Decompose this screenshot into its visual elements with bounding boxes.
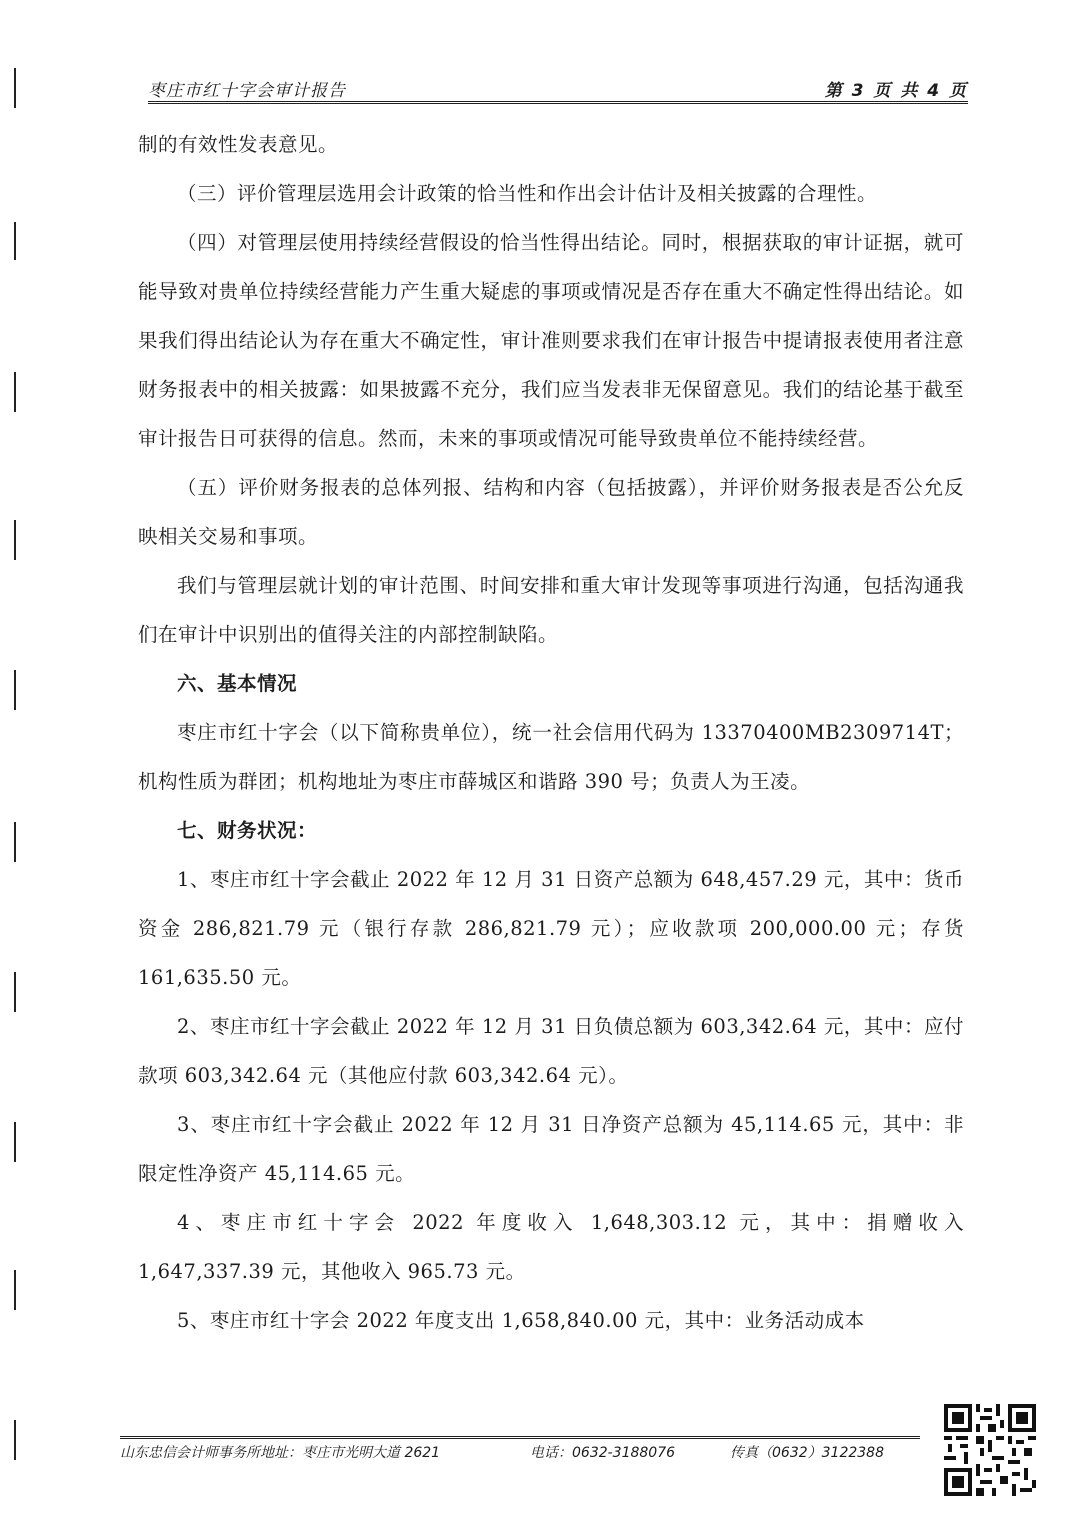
- binding-mark: [14, 68, 16, 108]
- paragraph: 制的有效性发表意见。: [138, 133, 339, 156]
- paragraph: 1、枣庄市红十字会截止 2022 年 12 月 31 日资产总额为 648,457.29 元，其中：货币资金 286,821.79 元（银行存款 286,821.79 元）；应收款项 200,000.00 元；存货 161,635.50 元。: [138, 868, 964, 989]
- binding-mark: [14, 1270, 16, 1310]
- report-body: [138, 120, 964, 1345]
- page-number: 第 3 页 共 4 页: [824, 81, 968, 101]
- paragraph: 枣庄市红十字会（以下简称贵单位），统一社会信用代码为 13370400MB2309714T；机构性质为群团；机构地址为枣庄市薛城区和谐路 390 号；负责人为王凌。: [138, 721, 964, 793]
- page-footer: [120, 1440, 920, 1466]
- binding-mark: [14, 822, 16, 862]
- binding-mark: [14, 1122, 16, 1162]
- paragraph: 我们与管理层就计划的审计范围、时间安排和重大审计发现等事项进行沟通，包括沟通我们在审计中识别出的值得关注的内部控制缺陷。: [138, 574, 964, 646]
- binding-mark: [14, 972, 16, 1012]
- paragraph: 3、枣庄市红十字会截止 2022 年 12 月 31 日净资产总额为 45,114.65 元，其中：非限定性净资产 45,114.65 元。: [138, 1113, 964, 1185]
- paragraph: （四）对管理层使用持续经营假设的恰当性得出结论。同时，根据获取的审计证据，就可能导致对贵单位持续经营能力产生重大疑虑的事项或情况是否存在重大不确定性得出结论。如果我们得出结论认为存在重大不确定性，审计准则要求我们在审计报告中提请报表使用者注意财务报表中的相关披露：如果披露不充分，我们应当发表非无保留意见。我们的结论基于截至审计报告日可获得的信息。然而，未来的事项或情况可能导致贵单位不能持续经营。: [138, 231, 964, 450]
- paragraph: 4、枣庄市红十字会 2022 年度收入 1,648,303.12 元，其中：捐赠收入 1,647,337.39 元，其他收入 965.73 元。: [138, 1211, 964, 1283]
- paragraph: 2、枣庄市红十字会截止 2022 年 12 月 31 日负债总额为 603,342.64 元，其中：应付款项 603,342.64 元（其他应付款 603,342.64 元）。: [138, 1015, 964, 1087]
- footer-divider: [120, 1436, 920, 1439]
- paragraph: （三）评价管理层选用会计政策的恰当性和作出会计估计及相关披露的合理性。: [177, 182, 878, 205]
- firm-fax: 传真（0632）3122388: [730, 1445, 884, 1461]
- report-title: 枣庄市红十字会审计报告: [148, 81, 346, 101]
- qr-code-icon: [944, 1404, 1036, 1496]
- paragraph: 5、枣庄市红十字会 2022 年度支出 1,658,840.00 元，其中：业务活动成本: [177, 1309, 865, 1332]
- section-heading: 六、基本情况: [177, 672, 298, 695]
- binding-mark: [14, 372, 16, 412]
- paragraph: （五）评价财务报表的总体列报、结构和内容（包括披露），并评价财务报表是否公允反映相关交易和事项。: [138, 476, 964, 548]
- binding-mark: [14, 222, 16, 260]
- binding-mark: [14, 520, 16, 560]
- section-heading: 七、财务状况：: [177, 819, 318, 842]
- firm-phone: 电话：0632-3188076: [530, 1445, 676, 1461]
- firm-address: 山东忠信会计师事务所地址：枣庄市光明大道 2621: [120, 1445, 441, 1461]
- binding-mark: [14, 1420, 16, 1460]
- binding-mark: [14, 670, 16, 710]
- page-header: [148, 72, 968, 102]
- header-divider: [148, 101, 968, 104]
